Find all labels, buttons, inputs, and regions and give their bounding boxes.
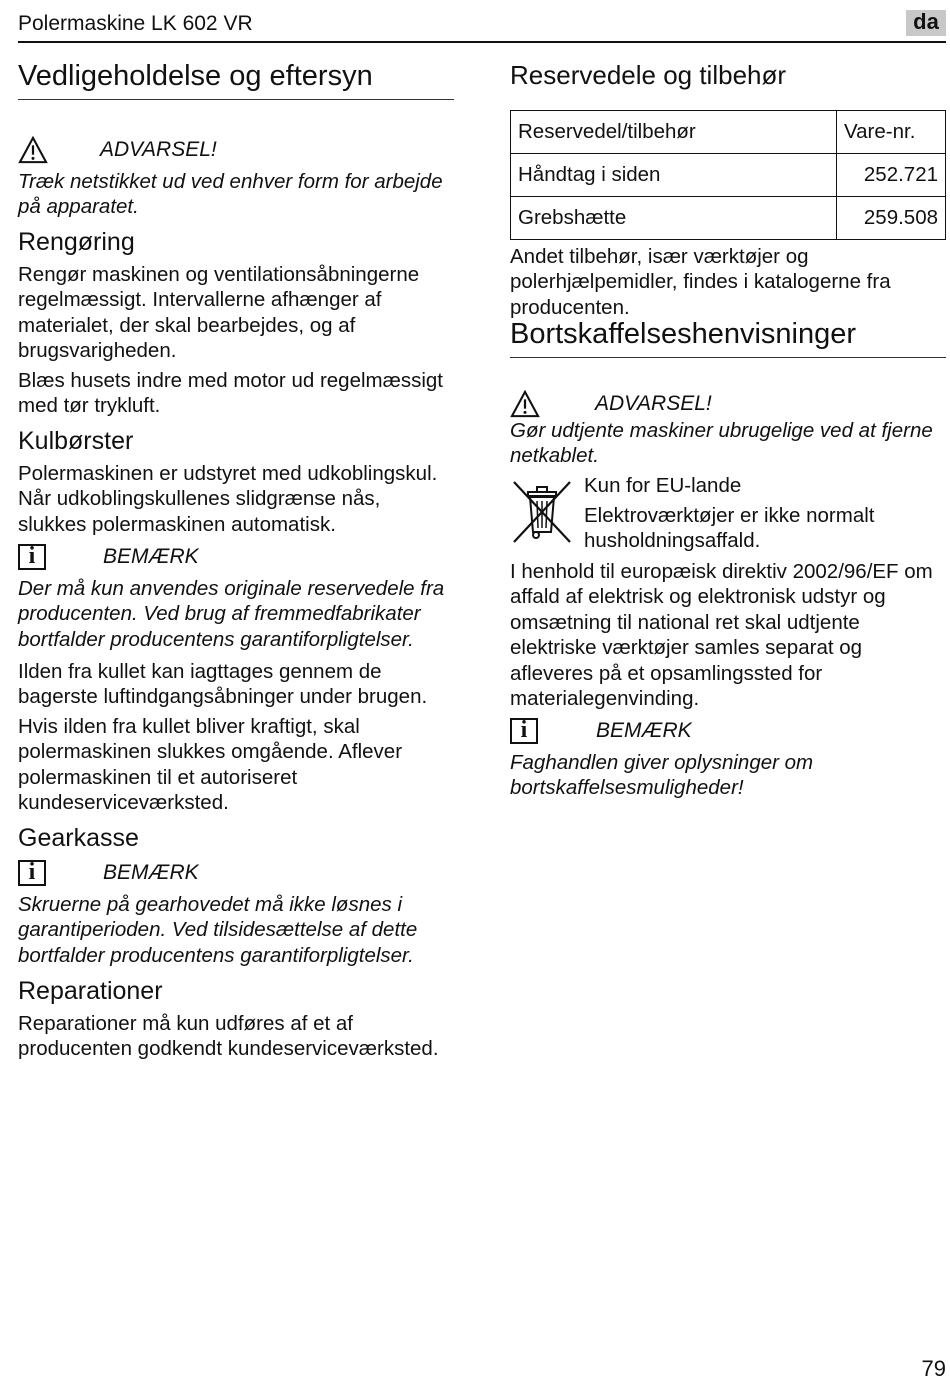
section-title-disposal: Bortskaffelseshenvisninger xyxy=(510,318,946,358)
language-badge: da xyxy=(906,10,946,36)
brushes-note-text: Der må kun anvendes originale reservedele fra producenten. Ved brug af fremmedfabrikater bortfalder producentens garantiforpligtelser. xyxy=(18,577,445,651)
info-icon: i xyxy=(18,860,46,886)
table-header-row xyxy=(511,111,946,154)
table-cell-name: Håndtag i siden xyxy=(511,154,837,197)
repairs-paragraph: Reparationer må kun udføres af et af producenten godkendt kundeserviceværksted. xyxy=(18,1012,439,1061)
disposal-warning-text: Gør udtjente maskiner ubrugelige ved at fjerne netkablet. xyxy=(510,419,933,468)
disposal-note-text: Faghandlen giver oplysninger om bortskaffelsesmuligheder! xyxy=(510,751,814,800)
crossed-out-bin-icon xyxy=(510,476,574,544)
cleaning-paragraph-1: Rengør maskinen og ventilationsåbningerne regelmæssigt. Intervallerne afhænger af materialet, der skal bearbejdes, og af brugsvarigheden. xyxy=(18,263,420,363)
section-title-gearbox: Gearkasse xyxy=(18,824,139,852)
parts-table xyxy=(510,110,946,240)
warning-text: Træk netstikket ud ved enhver form for arbejde på apparatet. xyxy=(18,170,443,219)
section-title-maintenance: Vedligeholdelse og eftersyn xyxy=(18,60,454,100)
section-title-parts: Reservedele og tilbehør xyxy=(510,60,787,90)
table-row xyxy=(511,197,946,240)
page-number: 79 xyxy=(921,1356,946,1381)
warning-triangle-icon xyxy=(510,390,540,418)
info-icon: i xyxy=(18,544,46,570)
warning-notice xyxy=(18,134,454,166)
note-label: BEMÆRK xyxy=(596,719,692,742)
table-cell-number: 259.508 xyxy=(837,197,946,240)
directive-paragraph: I henhold til europæisk direktiv 2002/96/EF om affald af elektrisk og elektronisk udstyr og omsætning til national ret skal udtjente elektriske værktøjer samles separat og afleveres på et opsamlingssted for materialegenvinding. xyxy=(510,560,933,711)
table-cell-name: Grebshætte xyxy=(511,197,837,240)
brushes-paragraph-1: Polermaskinen er udstyret med udkoblingskul. Når udkoblingskullenes slidgrænse nås, slukkes polermaskinen automatisk. xyxy=(18,462,438,536)
page-header xyxy=(18,10,946,43)
note-notice xyxy=(18,857,454,889)
gearbox-note-text: Skruerne på gearhovedet må ikke løsnes i garantiperioden. Ved tilsidesættelse af dette bortfalder producentens garantiforpligtelser. xyxy=(18,893,418,967)
note-label: BEMÆRK xyxy=(103,861,199,884)
note-notice xyxy=(510,715,946,747)
info-icon: i xyxy=(510,718,538,744)
table-header-cell: Vare-nr. xyxy=(837,111,946,154)
eu-text: Elektroværktøjer er ikke normalt husholdningsaffald. xyxy=(584,504,875,553)
parts-note: Andet tilbehør, især værktøjer og polerhjælpemidler, findes i katalogerne fra producenten. xyxy=(510,245,891,319)
note-label: BEMÆRK xyxy=(103,545,199,568)
table-row xyxy=(511,154,946,197)
section-title-repairs: Reparationer xyxy=(18,977,163,1005)
table-cell-number: 252.721 xyxy=(837,154,946,197)
cleaning-paragraph-2: Blæs husets indre med motor ud regelmæssigt med tør trykluft. xyxy=(18,369,443,418)
section-title-brushes: Kulbørster xyxy=(18,427,134,455)
brushes-paragraph-2: Ilden fra kullet kan iagttages gennem de bagerste luftindgangsåbninger under brugen. xyxy=(18,660,428,709)
note-notice xyxy=(18,541,454,573)
eu-title: Kun for EU-lande xyxy=(584,474,742,497)
warning-label: ADVARSEL! xyxy=(100,138,217,161)
section-title-cleaning: Rengøring xyxy=(18,228,135,256)
warning-label: ADVARSEL! xyxy=(595,392,712,415)
warning-triangle-icon xyxy=(18,136,48,164)
document-title: Polermaskine LK 602 VR xyxy=(18,12,253,35)
brushes-paragraph-3: Hvis ilden fra kullet bliver kraftigt, skal polermaskinen slukkes omgående. Aflever polermaskinen til et autoriseret kundeserviceværksted. xyxy=(18,715,403,815)
warning-notice xyxy=(510,388,946,420)
table-header-cell: Reservedel/tilbehør xyxy=(511,111,837,154)
